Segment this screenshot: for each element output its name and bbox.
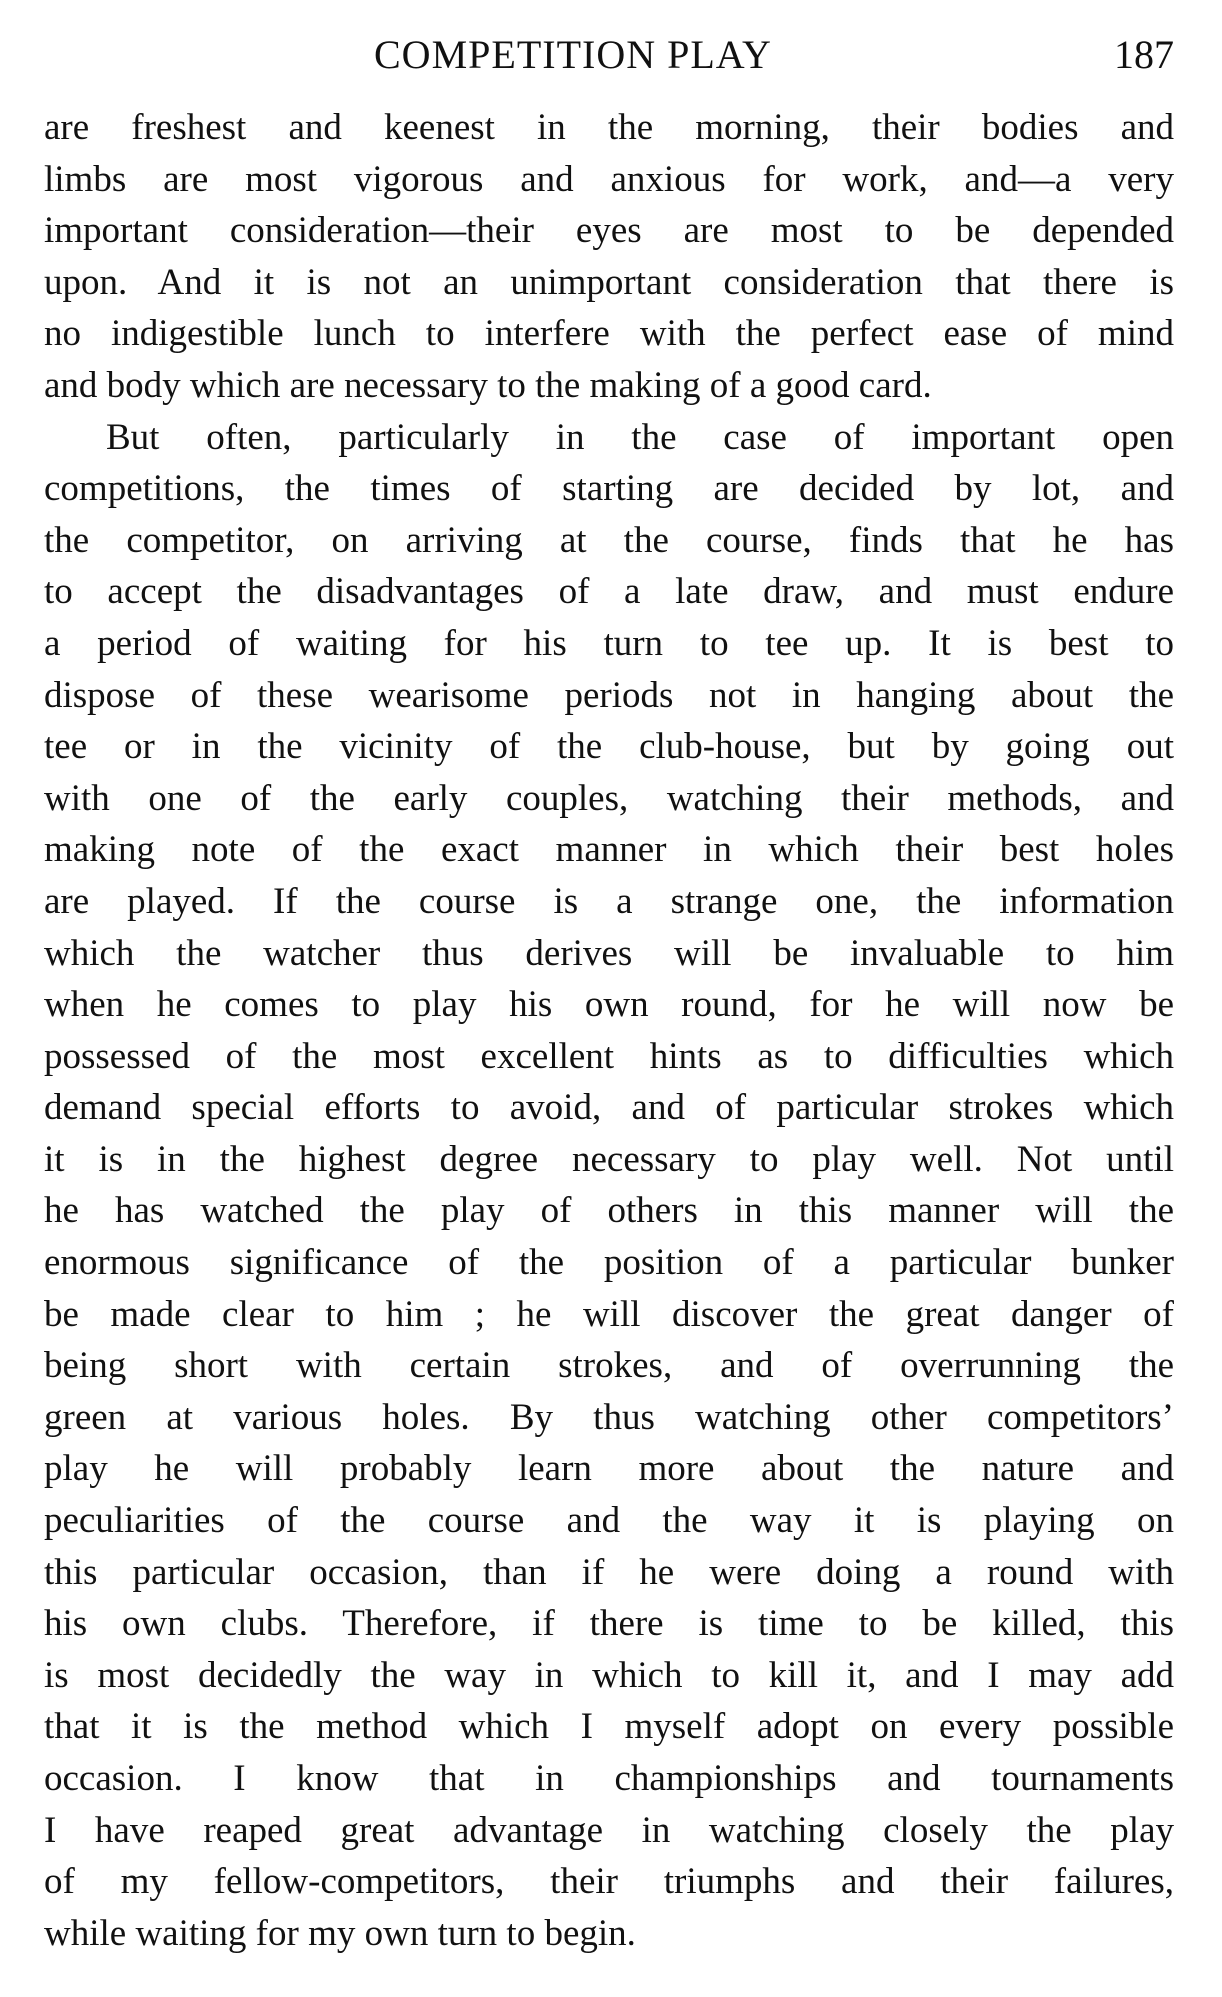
text-line: are played. If the course is a strange one, the information [44,880,1174,922]
text-line: demand special efforts to avoid, and of particular strokes which [44,1087,1174,1129]
text-line: making note of the exact manner in which their best holes [44,829,1174,871]
text-line: important consideration—their eyes are most to be depended [44,210,1174,252]
text-line: are freshest and keenest in the morning, their bodies and [44,107,1174,148]
text-line: this particular occasion, than if he were doing a round with [44,1551,1174,1593]
text-line: a period of waiting for his turn to tee up. It is best to [44,622,1174,664]
chapter-title: COMPETITION PLAY [374,32,772,77]
text-line: when he comes to play his own round, for he will now be [44,984,1174,1026]
text-line: and body which are necessary to the making of a good card. [44,364,932,406]
text-line: of my fellow-competitors, their triumphs and their failures, [44,1861,1174,1903]
text-line: But often, particularly in the case of important open [106,416,1174,458]
text-line: being short with certain strokes, and of overrunning the [44,1345,1174,1387]
text-line: the competitor, on arriving at the course, finds that he has [44,519,1174,561]
text-line: to accept the disadvantages of a late draw, and must endure [44,571,1174,613]
text-line: his own clubs. Therefore, if there is time to be killed, this [44,1603,1174,1645]
text-line: that it is the method which I myself adopt on every possible [44,1706,1174,1748]
text-line: limbs are most vigorous and anxious for work, and—a very [44,158,1174,200]
running-header [44,24,1174,86]
text-line: it is in the highest degree necessary to play well. Not until [44,1138,1174,1180]
text-line: tee or in the vicinity of the club-house, but by going out [44,726,1174,768]
text-line: play he will probably learn more about the nature and [44,1448,1174,1490]
text-line: upon. And it is not an unimportant consideration that there is [44,261,1174,303]
text-line: enormous significance of the position of a particular bunker [44,1242,1174,1284]
text-line: be made clear to him ; he will discover the great danger of [44,1293,1174,1335]
text-line: is most decidedly the way in which to kill it, and I may add [44,1654,1174,1696]
text-line: dispose of these wearisome periods not in hanging about the [44,674,1174,716]
body-text [44,102,1174,1959]
text-line: with one of the early couples, watching their methods, and [44,777,1174,819]
text-line: occasion. I know that in championships and tournaments [44,1758,1174,1799]
text-line: peculiarities of the course and the way it is playing on [44,1500,1174,1542]
text-line: while waiting for my own turn to begin. [44,1912,636,1954]
text-line: which the watcher thus derives will be invaluable to him [44,932,1174,974]
text-line: no indigestible lunch to interfere with the perfect ease of mind [44,313,1174,355]
text-line: he has watched the play of others in this manner will the [44,1190,1174,1232]
text-line: possessed of the most excellent hints as to difficulties which [44,1035,1174,1077]
text-line: I have reaped great advantage in watching closely the play [44,1809,1174,1851]
text-line: green at various holes. By thus watching other competitors’ [44,1396,1174,1438]
page-number: 187 [1114,32,1174,77]
text-line: competitions, the times of starting are decided by lot, and [44,468,1174,510]
